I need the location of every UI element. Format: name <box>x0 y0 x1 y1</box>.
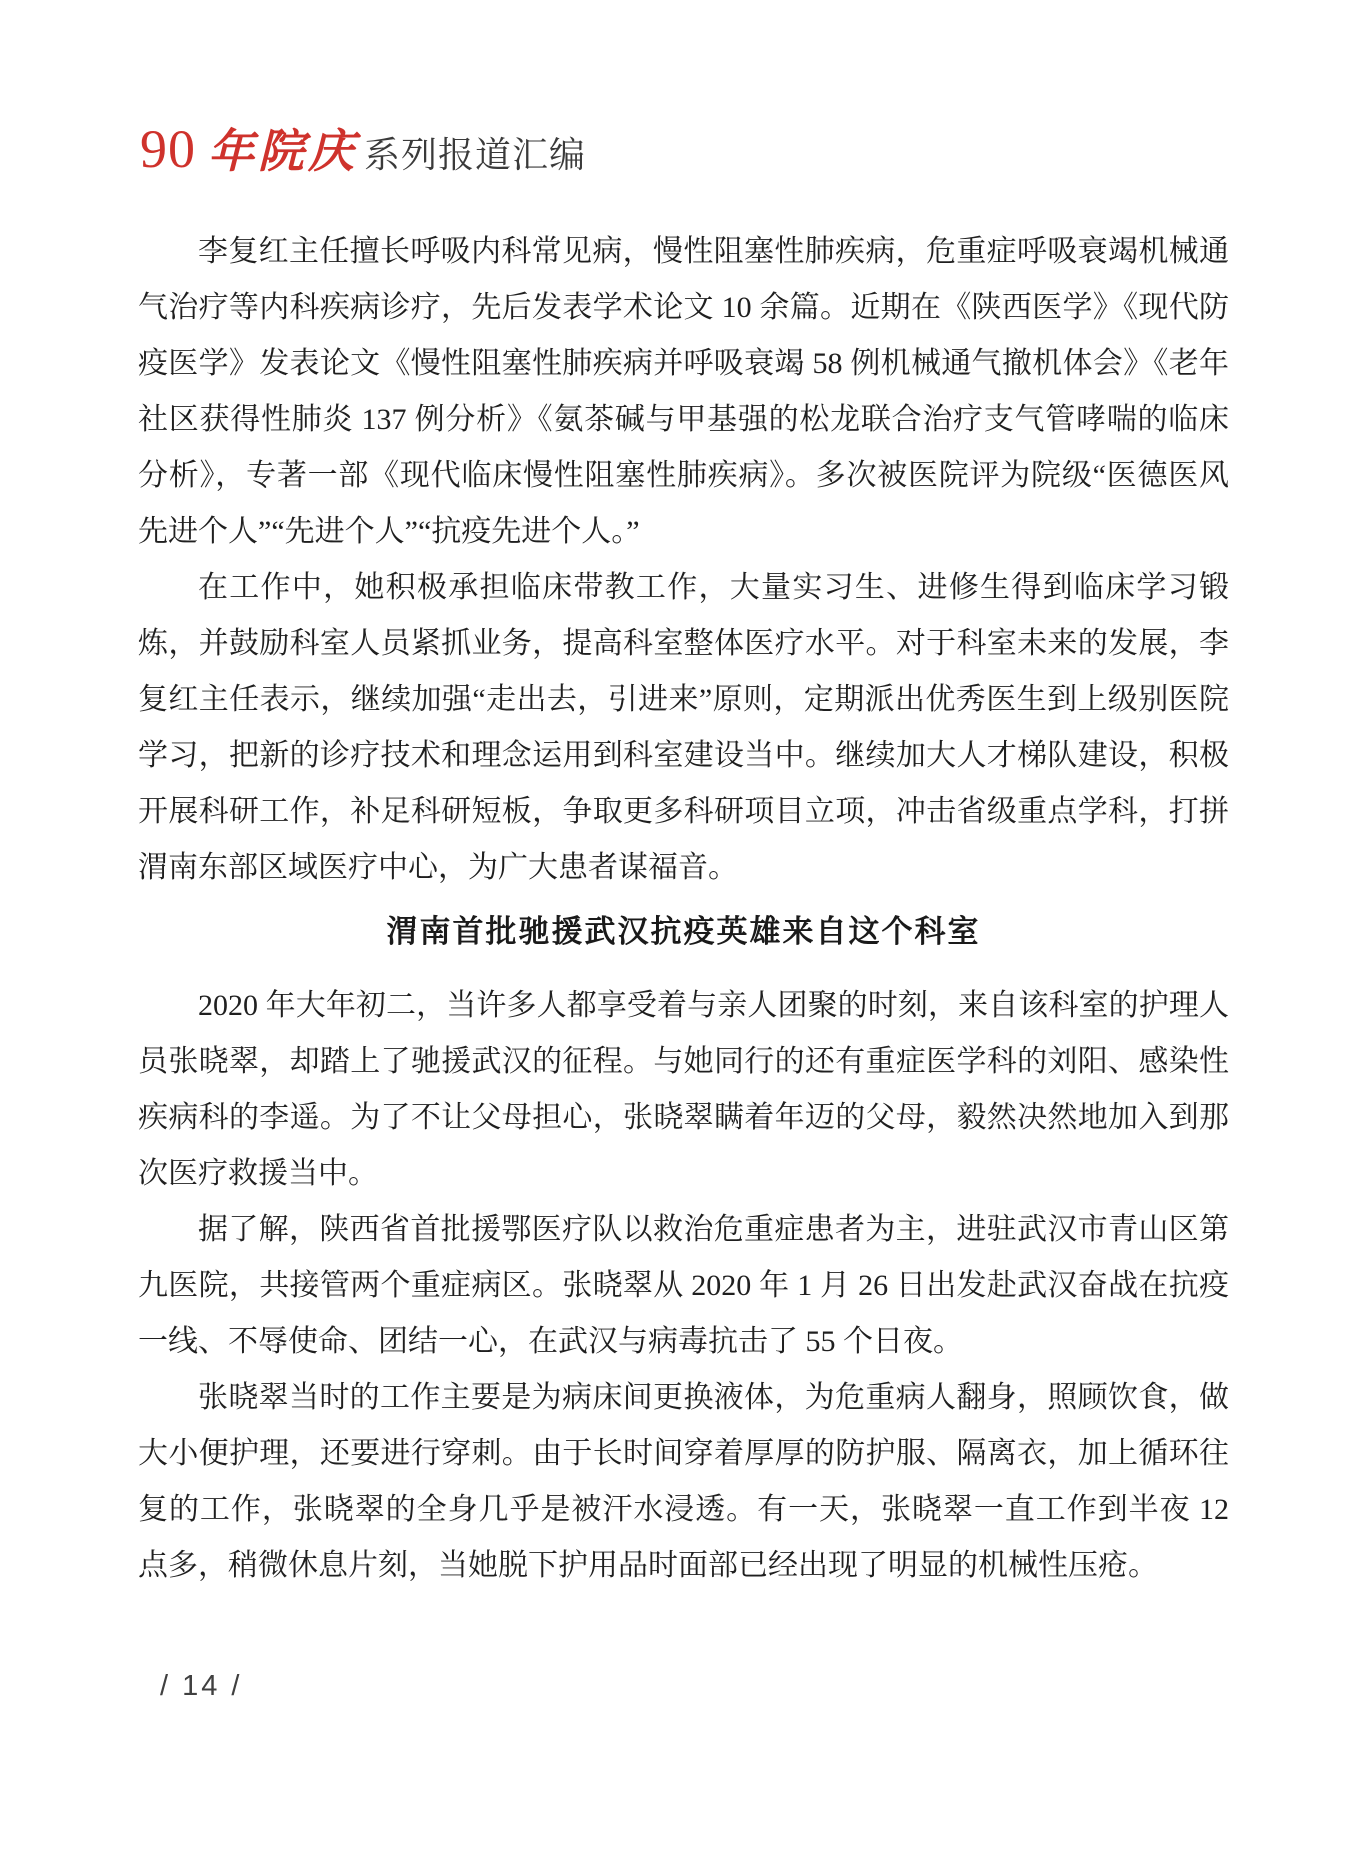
paragraph-teaching-and-development: 在工作中，她积极承担临床带教工作，大量实习生、进修生得到临床学习锻炼，并鼓励科室人员紧抓业务，提高科室整体医疗水平。对于科室未来的发展，李复红主任表示，继续加强“走出去，引进来”原则，定期派出优秀医生到上级别医院学习，把新的诊疗技术和理念运用到科室建设当中。继续加大人才梯队建设，积极开展科研工作，补足科研短板，争取更多科研项目立项，冲击省级重点学科，打拼渭南东部区域医疗中心，为广大患者谋福音。 <box>138 571 1229 884</box>
paragraph-medical-team-details: 据了解，陕西省首批援鄂医疗队以救治危重症患者为主，进驻武汉市青山区第九医院，共接管两个重症病区。张晓翠从 2020 年 1 月 26 日出发赴武汉奋战在抗疫一线、不辱使命、团结一心，在武汉与病毒抗击了 55 个日夜。 <box>138 1213 1229 1358</box>
anniversary-number: 90 <box>140 119 196 179</box>
paragraph-daily-work-hardship: 张晓翠当时的工作主要是为病床间更换液体，为危重病人翻身，照顾饮食，做大小便护理，还要进行穿刺。由于长时间穿着厚厚的防护服、隔离衣，加上循环往复的工作，张晓翠的全身几乎是被汗水浸透。有一天，张晓翠一直工作到半夜 12 点多，稍微休息片刻，当她脱下护用品时面部已经出现了明显的机械性压疮。 <box>138 1381 1229 1582</box>
header-subtitle: 系列报道汇编 <box>364 134 587 175</box>
paragraph-doctor-expertise: 李复红主任擅长呼吸内科常见病，慢性阻塞性肺疾病，危重症呼吸衰竭机械通气治疗等内科疾病诊疗，先后发表学术论文 10 余篇。近期在《陕西医学》《现代防疫医学》发表论文《慢性阻塞性肺疾病并呼吸衰竭 58 例机械通气撤机体会》《老年社区获得性肺炎 137 例分析》《氨茶碱与甲基强的松龙联合治疗支气管哮喘的临床分析》，专著一部《现代临床慢性阻塞性肺疾病》。多次被医院评为院级“医德医风先进个人”“先进个人”“抗疫先进个人。” <box>138 235 1229 548</box>
anniversary-calligraphy: 年院庆 <box>208 124 358 178</box>
section-heading: 渭南首批驰援武汉抗疫英雄来自这个科室 <box>386 914 981 949</box>
paragraph-wuhan-departure: 2020 年大年初二，当许多人都享受着与亲人团聚的时刻，来自该科室的护理人员张晓翠，却踏上了驰援武汉的征程。与她同行的还有重症医学科的刘阳、感染性疾病科的李遥。为了不让父母担心，张晓翠瞒着年迈的父母，毅然决然地加入到那次医疗救援当中。 <box>138 989 1229 1190</box>
page-header <box>140 119 587 179</box>
page-number: / 14 / <box>160 1670 243 1702</box>
page-footer <box>160 1672 243 1701</box>
article-body <box>138 224 1229 1594</box>
